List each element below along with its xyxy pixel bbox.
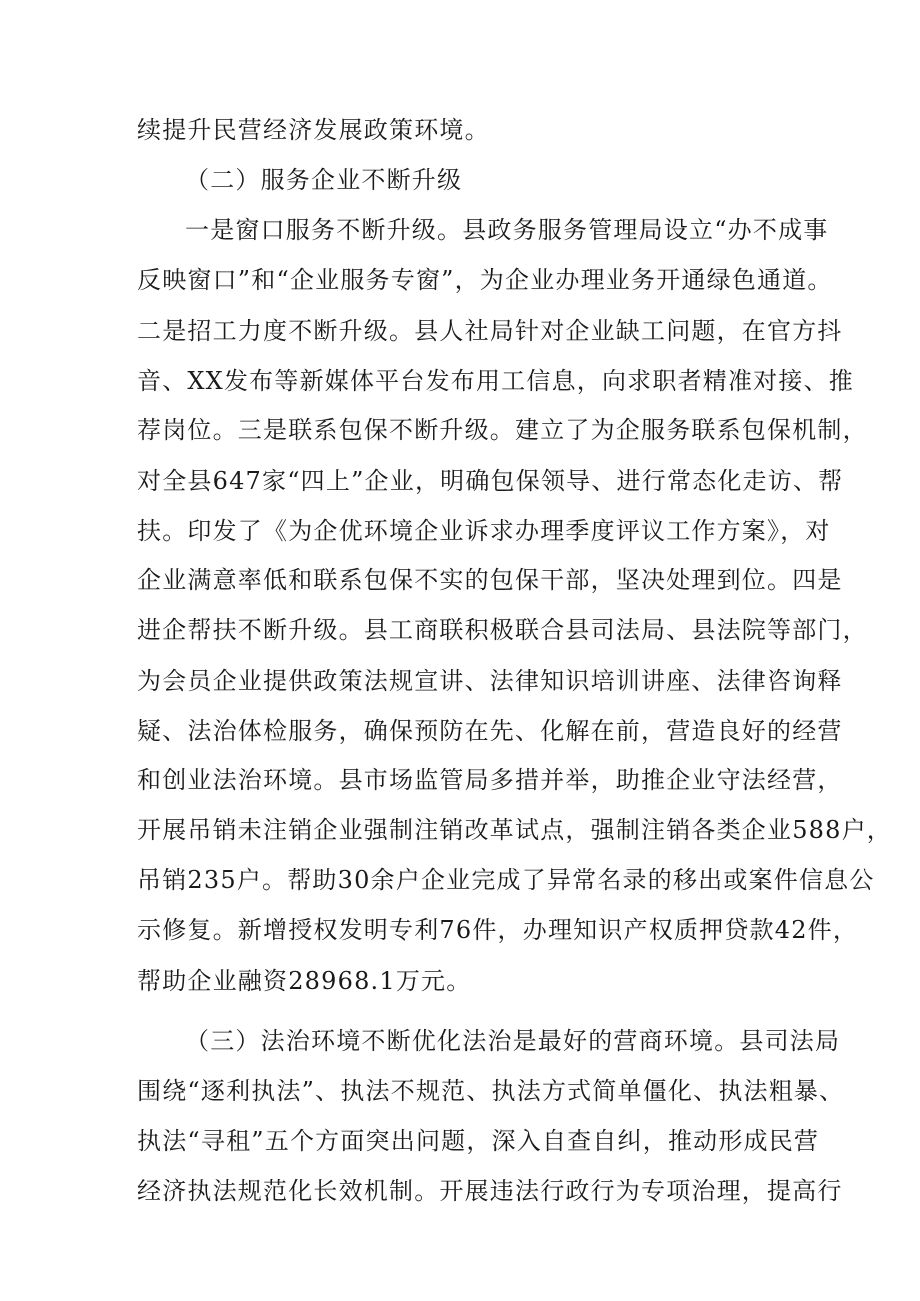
paragraph-line: 吊销235户。帮助30余户企业完成了异常名录的移出或案件信息公 xyxy=(137,866,875,894)
paragraph-line: 围绕“逐利执法”、执法不规范、执法方式简单僵化、执法粗暴、 xyxy=(137,1077,845,1105)
paragraph-line: 示修复。新增授权发明专利76件，办理知识产权质押贷款42件， xyxy=(137,916,859,944)
paragraph-line: 帮助企业融资28968.1万元。 xyxy=(137,967,472,995)
paragraph-line: 荐岗位。三是联系包保不断升级。建立了为企服务联系包保机制， xyxy=(137,416,868,444)
paragraph-line: 一是窗口服务不断升级。县政务服务管理局设立“办不成事 xyxy=(185,216,829,244)
paragraph-line: （三）法治环境不断优化法治是最好的营商环境。县司法局 xyxy=(185,1027,841,1055)
paragraph-line: 扶。印发了《为企优环境企业诉求办理季度评议工作方案》，对 xyxy=(137,517,831,545)
paragraph-line: 音、XX发布等新媒体平台发布用工信息，向求职者精准对接、推 xyxy=(137,367,854,395)
section-heading: （二）服务企业不断升级 xyxy=(185,166,463,194)
paragraph-line: 经济执法规范化长效机制。开展违法行政行为专项治理，提高行 xyxy=(137,1177,843,1205)
paragraph-line: 疑、法治体检服务，确保预防在先、化解在前，营造良好的经营 xyxy=(137,717,843,745)
paragraph-line: 和创业法治环境。县市场监管局多措并举，助推企业守法经营， xyxy=(137,766,843,794)
paragraph-line: 执法“寻租”五个方面突出问题，深入自查自纠，推动形成民营 xyxy=(137,1127,820,1155)
paragraph-line: 反映窗口”和“企业服务专窗”，为企业办理业务开通绿色通道。 xyxy=(137,266,833,294)
paragraph-line: 对全县647家“四上”企业，明确包保领导、进行常态化走访、帮 xyxy=(137,467,844,495)
paragraph-line: 企业满意率低和联系包保不实的包保干部，坚决处理到位。四是 xyxy=(137,566,843,594)
paragraph-line: 为会员企业提供政策法规宣讲、法律知识培训讲座、法律咨询释 xyxy=(137,667,843,695)
paragraph-line: 进企帮扶不断升级。县工商联积极联合县司法局、县法院等部门， xyxy=(137,616,868,644)
paragraph-line: 开展吊销未注销企业强制注销改革试点，强制注销各类企业588户， xyxy=(137,816,893,844)
paragraph-line: 二是招工力度不断升级。县人社局针对企业缺工问题，在官方抖 xyxy=(137,317,843,345)
paragraph-line: 续提升民营经济发展政策环境。 xyxy=(137,116,490,144)
